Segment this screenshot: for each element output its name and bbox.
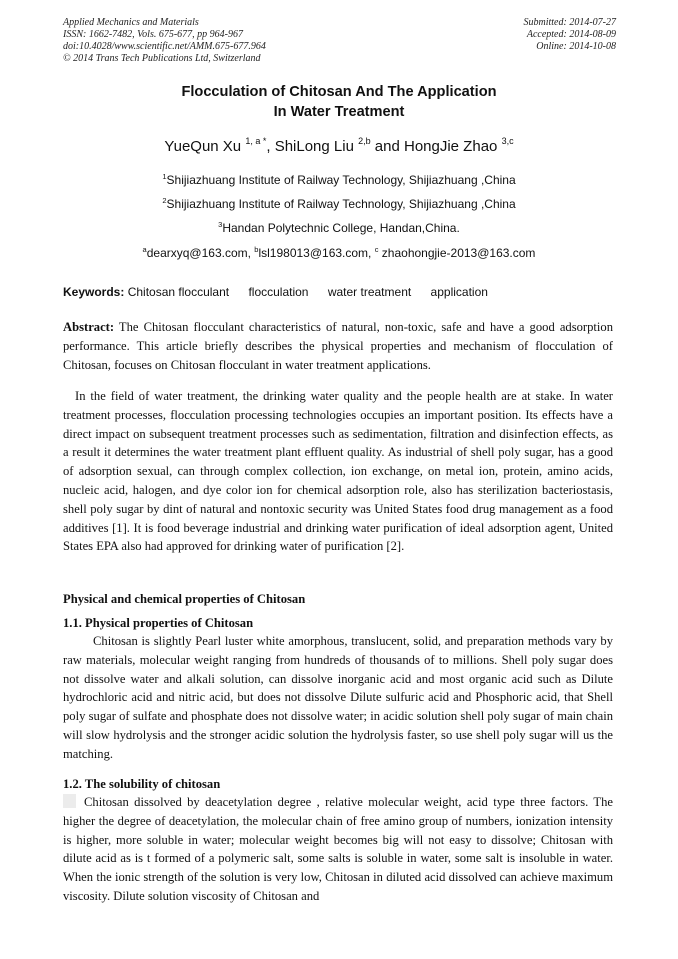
keyword: application (430, 285, 488, 299)
subsection-heading: 1.1. Physical properties of Chitosan (63, 616, 254, 630)
keyword: flocculation (248, 285, 309, 299)
abstract-text: The Chitosan flocculant characteristics of natural, non-toxic, safe and have a good adsorption performance. This article briefly describes the physical properties and mechanism of flocculation of Chitosan, focuses on Chitosan flocculant in water treatment applications. (63, 320, 613, 372)
author-separator: , (266, 138, 275, 155)
author-affiliation-mark: 3,c (501, 136, 514, 146)
title-line-2: In Water Treatment (273, 104, 405, 120)
email-address: lsl198013@163.com, (258, 246, 375, 260)
author-name: ShiLong Liu (274, 138, 354, 155)
paper-title (0, 82, 678, 122)
author-name: YueQun Xu (164, 138, 242, 155)
journal-copyright: © 2014 Trans Tech Publications Ltd, Switzerland (63, 53, 261, 64)
online-date: Online: 2014-10-08 (536, 41, 616, 52)
solubility-text: Chitosan dissolved by deacetylation degree , relative molecular weight, acid type three factors. The higher the degree of deacetylation, the molecular chain of free amino group of numbers, ionization intensity is higher, more soluble in water; molecular weight becomes big will not easy to dissolve; Chitosan with dilute acid as is t formed of a polymeric salt, some salts is soluble in water, some salt is insoluble in water. When the ionic strength of the solution is very low, Chitosan in diluted acid dissolved can achieve maximum viscosity. Dilute solution viscosity of Chitosan and (63, 795, 613, 903)
affiliation-text: Shijiazhuang Institute of Railway Technology, Shijiazhuang ,China (166, 197, 516, 211)
author-separator: and (370, 138, 404, 155)
solubility-paragraph (63, 793, 613, 906)
physical-properties-paragraph: Chitosan is slightly Pearl luster white amorphous, translucent, solid, and preparation methods vary by raw materials, molecular weight ranging from hundreds of thousands of to millions. Shell poly sugar does not dissolve water and alkali solution, can dissolve inorganic acid and most organic acid such as Dilute hydrochloric acid and nitric acid, but does not dissolve Dilute sulfuric acid and Phosphoric acid, that Shell poly sugar of sulfate and phosphate does not dissolve water; in acidic solution shell poly sugar of main chain will slow hydrolysis and the stronger acidic solution the hydrolysis faster, so use shell poly sugar will us the matching. (63, 634, 613, 761)
email-mark: a (142, 245, 147, 254)
abstract-label: Abstract: (63, 320, 115, 334)
highlight-mark (63, 794, 76, 808)
affiliation-mark: 3 (218, 220, 223, 229)
journal-info (63, 17, 266, 65)
author-affiliation-mark: 2,b (358, 136, 371, 146)
affiliation-3 (0, 220, 678, 236)
section-heading: Physical and chemical properties of Chitosan (63, 592, 306, 606)
journal-name: Applied Mechanics and Materials (63, 17, 199, 28)
author-affiliation-mark: 1, a * (245, 136, 267, 146)
keywords (63, 284, 504, 300)
author-name: HongJie Zhao (403, 138, 498, 155)
affiliation-2 (0, 196, 678, 212)
email-address: zhaohongjie-2013@163.com (378, 246, 536, 260)
email-mark: b (254, 245, 259, 254)
subsection-heading: 1.2. The solubility of chitosan (63, 777, 221, 791)
submission-dates (524, 17, 617, 53)
title-line-1: Flocculation of Chitosan And The Application (181, 84, 497, 100)
affiliation-mark: 2 (162, 196, 167, 205)
affiliation-mark: 1 (162, 172, 167, 181)
journal-issn: ISSN: 1662-7482, Vols. 675-677, pp 964-967 (63, 29, 243, 40)
keyword: Chitosan flocculant (127, 285, 230, 299)
accepted-date: Accepted: 2014-08-09 (526, 29, 616, 40)
abstract (63, 318, 613, 374)
keywords-label: Keywords: (63, 285, 125, 299)
submitted-date: Submitted: 2014-07-27 (523, 17, 616, 28)
journal-doi: doi:10.4028/www.scientific.net/AMM.675-677.964 (63, 41, 266, 52)
intro-paragraph: In the field of water treatment, the drinking water quality and the people health are at stake. In water treatment processes, flocculation processing technologies occupies an important position. Its effects have a direct impact on subsequent treatment processes such as sedimentation, filtration and disinfection effects, as a result it determines the water treatment plant effluent quality. As industrial of shell poly sugar, has a good of adsorption sexual, can through complex collection, ion exchange, on metal ion, protein, amino acids, nucleic acid, halogen, and dye color ion for chemical adsorption role, also has sterilization bacteriostasis, shell poly sugar by dint of natural and nontoxic security was United States food drug management as a food additives [1]. It is food beverage industrial and drinking water purification of ideal adsorption agent, United States EPA also had approved for drinking water of purification [2]. (63, 389, 613, 554)
email-list (0, 245, 678, 261)
affiliation-text: Handan Polytechnic College, Handan,China. (222, 221, 460, 235)
affiliation-1 (0, 172, 678, 188)
author-list (0, 137, 678, 157)
email-mark: c (374, 245, 379, 254)
affiliation-text: Shijiazhuang Institute of Railway Technology, Shijiazhuang ,China (166, 173, 516, 187)
email-address: dearxyq@163.com, (146, 246, 255, 260)
keyword: water treatment (327, 285, 412, 299)
